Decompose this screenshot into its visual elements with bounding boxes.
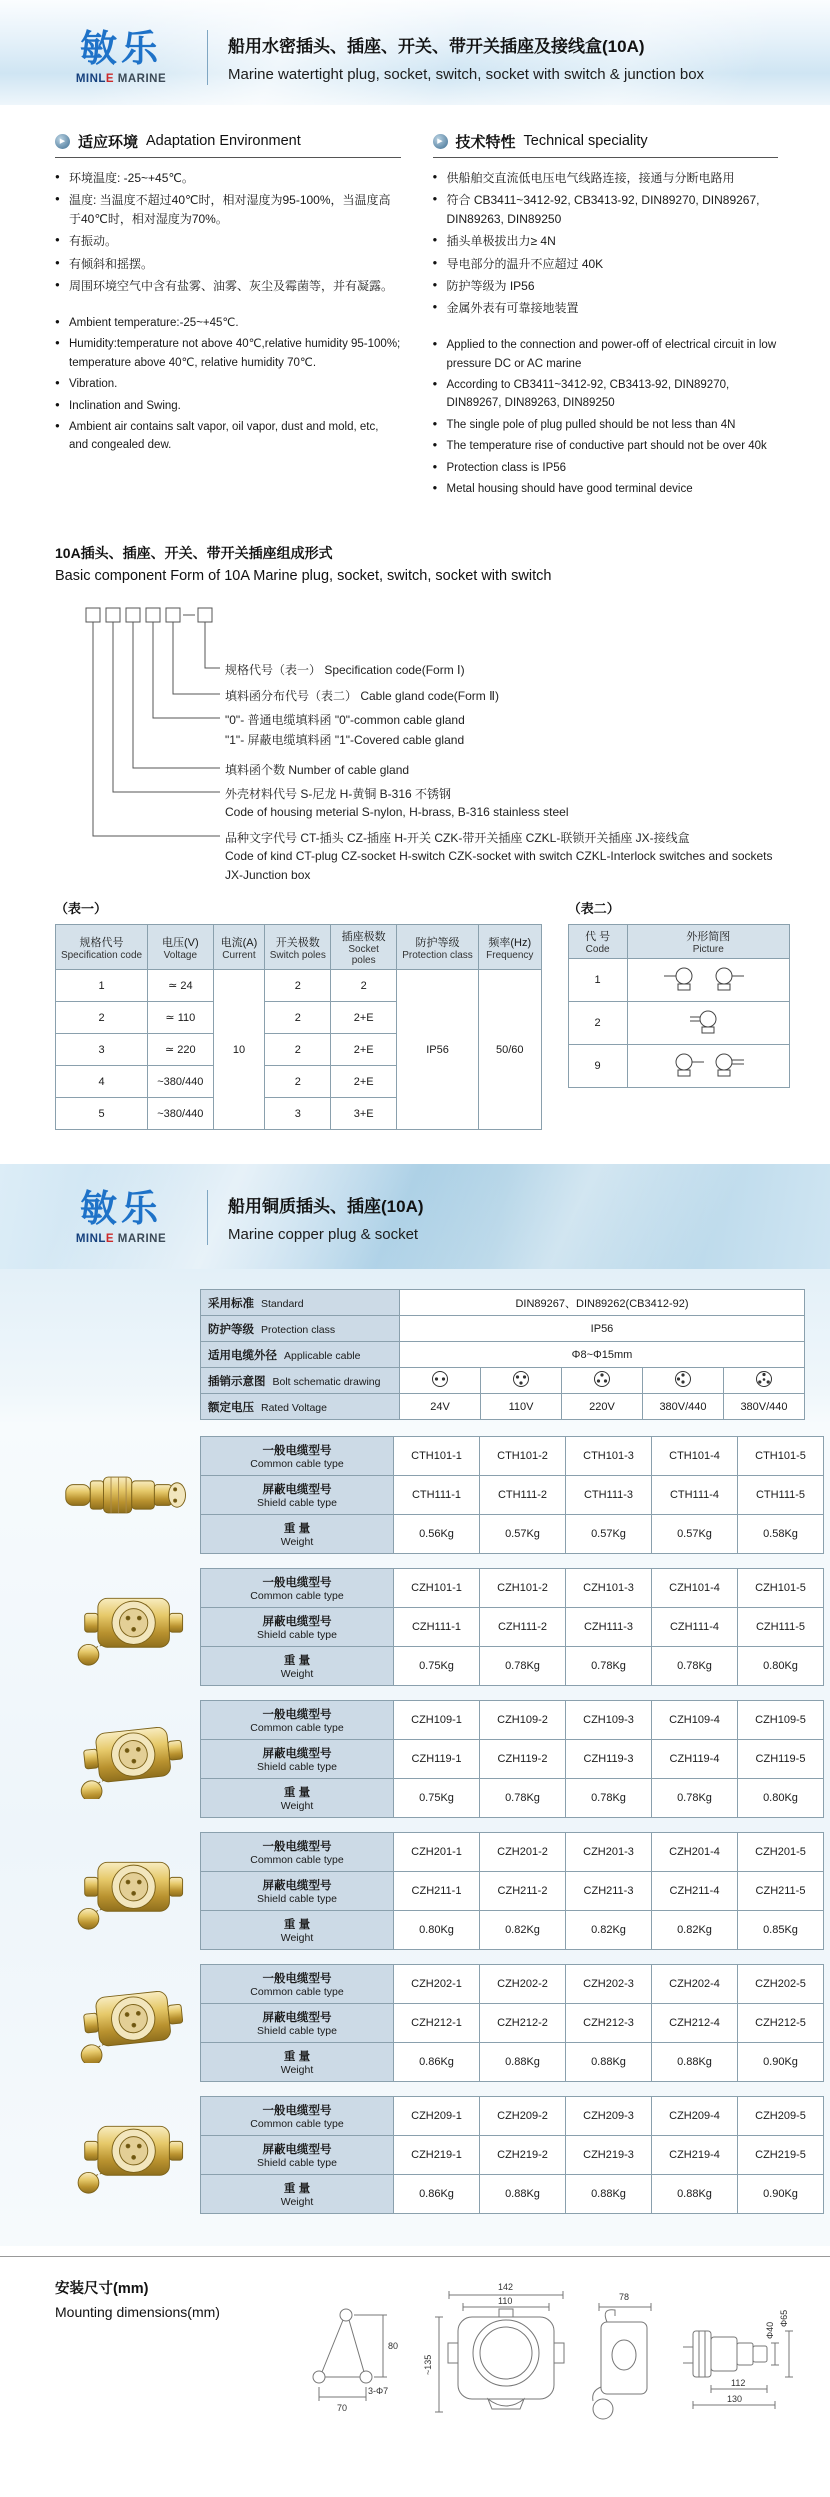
model-cell: CZH119-5 <box>738 1740 824 1779</box>
component-title-cn: 10A插头、插座、开关、带开关插座组成形式 <box>55 545 333 562</box>
section-title-en: Adaptation Environment <box>146 133 301 150</box>
model-cell: CZH119-2 <box>480 1740 566 1779</box>
model-cell: CZH209-1 <box>394 2097 480 2136</box>
section-header <box>433 131 779 158</box>
copper-section-header <box>0 1164 830 1269</box>
brass-socket-image <box>62 1587 194 1667</box>
weight-cell: 0.57Kg <box>652 1515 738 1554</box>
page-title-en: Marine watertight plug, socket, switch, socket with switch & junction box <box>228 65 705 83</box>
spec-label-standard: 采用标准 Standard <box>201 1290 400 1316</box>
code-label: 外壳材料代号 S-尼龙 H-黄铜 B-316 不锈钢 <box>225 787 452 802</box>
code-label: 填料函分布代号（表二） Cable gland code(Form Ⅱ) <box>225 689 499 704</box>
spec-code-cell: 4 <box>56 1066 148 1098</box>
component-title-en: Basic component Form of 10A Marine plug, socket, switch, socket with switch <box>55 568 552 585</box>
code-label: 品种文字代号 CT-插头 CZ-插座 H-开关 CZK-带开关插座 CZKL-联锁开关插座 JX-接线盒 <box>225 831 690 846</box>
model-cell: CZH212-2 <box>480 2004 566 2043</box>
model-cell: CZH111-1 <box>394 1608 480 1647</box>
dim-112: 112 <box>731 2378 746 2389</box>
model-cell: CZH111-2 <box>480 1608 566 1647</box>
weight-cell: 0.82Kg <box>480 1911 566 1950</box>
spec-label-cable: 适用电缆外径 Applicable cable <box>201 1342 400 1368</box>
weight-cell: 0.80Kg <box>394 1911 480 1950</box>
bullet-item: ● 环境温度: -25~+45℃。 <box>55 169 401 188</box>
brass-socket-image <box>62 2115 194 2195</box>
dim-142: 142 <box>498 2282 514 2293</box>
model-cell: CZH119-3 <box>566 1740 652 1779</box>
voltage-header-cell: 220V <box>562 1394 643 1420</box>
weight-cell: 0.90Kg <box>738 2175 824 2214</box>
adaptation-bullets-en <box>55 314 401 455</box>
form2-block <box>568 898 790 1088</box>
model-cell: CZH201-2 <box>480 1833 566 1872</box>
spec-value-standard: DIN89267、DIN89262(CB3412-92) <box>400 1290 805 1316</box>
spec-code-cell: 5 <box>56 1098 148 1130</box>
voltage-cell: ≃ 110 <box>148 1002 214 1034</box>
voltage-header-cell: 380V/440 <box>724 1394 805 1420</box>
brass-socket-image <box>62 1851 194 1931</box>
model-cell: CZH201-3 <box>566 1833 652 1872</box>
product-table <box>200 1436 824 1554</box>
spec-value-cable: Φ8~Φ15mm <box>400 1342 805 1368</box>
play-circle-icon: ▶ <box>433 134 448 149</box>
model-cell: CZH211-1 <box>394 1872 480 1911</box>
col-header: 规格代号 Specification code <box>56 925 148 970</box>
model-cell: CZH109-3 <box>566 1701 652 1740</box>
row-label-weight: 重 量 Weight <box>201 1779 394 1818</box>
play-circle-icon: ▶ <box>55 134 70 149</box>
dim-130: 130 <box>727 2394 743 2405</box>
weight-cell: 0.88Kg <box>566 2043 652 2082</box>
section-header <box>55 131 401 158</box>
weight-cell: 0.78Kg <box>652 1647 738 1686</box>
copper-title <box>228 1192 424 1243</box>
dim-135: ~135 <box>423 2354 433 2376</box>
row-label-shield: 屏蔽电缆型号 Shield cable type <box>201 2136 394 2175</box>
model-cell: CTH111-3 <box>566 1476 652 1515</box>
model-cell: CZH111-4 <box>652 1608 738 1647</box>
spec-value-protection: IP56 <box>400 1316 805 1342</box>
pin-diagram-3pe-icon <box>754 1370 774 1388</box>
product-table <box>200 2096 824 2214</box>
weight-cell: 0.86Kg <box>394 2175 480 2214</box>
bullet-item: ● 周围环境空气中含有盐雾、油雾、灰尘及霉菌等，并有凝露。 <box>55 277 401 296</box>
col-header: 频率(Hz) Frequency <box>478 925 541 970</box>
code-label: "0"- 普通电缆填料函 "0"-common cable gland <box>225 713 465 728</box>
bullet-item: ● Ambient temperature:-25~+45℃. <box>55 314 401 332</box>
brand-logo <box>55 1190 187 1245</box>
weight-cell: 0.58Kg <box>738 1515 824 1554</box>
model-cell: CZH202-4 <box>652 1965 738 2004</box>
pin-diagram-cell <box>562 1368 643 1394</box>
mounting-title-cn: 安装尺寸(mm) <box>55 2281 149 2298</box>
socket-poles-cell: 2 <box>331 970 397 1002</box>
gland-picture-cell <box>627 959 789 1002</box>
gland-pair-right-icon <box>662 1051 754 1079</box>
product-table <box>200 1964 824 2082</box>
col-header: 电流(A) Current <box>213 925 265 970</box>
weight-cell: 0.78Kg <box>566 1647 652 1686</box>
frequency-cell: 50/60 <box>478 970 541 1130</box>
model-cell: CZH202-1 <box>394 1965 480 2004</box>
model-cell: CZH219-2 <box>480 2136 566 2175</box>
model-cell: CZH119-4 <box>652 1740 738 1779</box>
pin-diagram-2pe-icon <box>592 1370 612 1388</box>
technical-bullets-en <box>433 336 779 498</box>
copper-title-cn: 船用铜质插头、插座(10A) <box>228 1197 424 1217</box>
pin-diagram-cell <box>481 1368 562 1394</box>
brass-socket-image <box>62 1983 194 2063</box>
pin-diagram-cell <box>643 1368 724 1394</box>
row-label-common: 一般电缆型号 Common cable type <box>201 1833 394 1872</box>
product-group <box>55 1832 805 1950</box>
weight-cell: 0.57Kg <box>480 1515 566 1554</box>
weight-cell: 0.78Kg <box>480 1647 566 1686</box>
form1-table <box>55 924 542 1130</box>
model-cell: CZH201-5 <box>738 1833 824 1872</box>
switch-poles-cell: 2 <box>265 1002 331 1034</box>
row-label-common: 一般电缆型号 Common cable type <box>201 1965 394 2004</box>
weight-cell: 0.88Kg <box>480 2043 566 2082</box>
page-header <box>0 0 830 105</box>
product-photo-socket <box>55 1983 200 2063</box>
spec-code-cell: 2 <box>56 1002 148 1034</box>
voltage-header-cell: 110V <box>481 1394 562 1420</box>
switch-poles-cell: 3 <box>265 1098 331 1130</box>
pin-diagram-2pe-icon <box>511 1370 531 1388</box>
bullet-item: ● Ambient air contains salt vapor, oil vapor, dust and mold, etc, and congealed dew. <box>55 418 401 455</box>
pin-diagram-cell <box>724 1368 805 1394</box>
product-group <box>55 1436 805 1554</box>
weight-cell: 0.57Kg <box>566 1515 652 1554</box>
code-label: Code of housing meterial S-nylon, H-brass, B-316 stainless steel <box>225 805 569 820</box>
spec-code-cell: 3 <box>56 1034 148 1066</box>
form2-table <box>568 924 790 1088</box>
weight-cell: 0.80Kg <box>738 1779 824 1818</box>
code-label: 填料函个数 Number of cable gland <box>225 763 410 778</box>
row-label-shield: 屏蔽电缆型号 Shield cable type <box>201 1740 394 1779</box>
form1-caption: （表一） <box>55 901 108 917</box>
section-title-cn: 适应环境 <box>78 133 139 151</box>
voltage-cell: ~380/440 <box>148 1066 214 1098</box>
row-label-common: 一般电缆型号 Common cable type <box>201 2097 394 2136</box>
adaptation-environment-section <box>55 131 401 501</box>
dim-80: 80 <box>388 2341 399 2352</box>
weight-cell: 0.75Kg <box>394 1647 480 1686</box>
row-label-common: 一般电缆型号 Common cable type <box>201 1569 394 1608</box>
weight-cell: 0.85Kg <box>738 1911 824 1950</box>
weight-cell: 0.80Kg <box>738 1647 824 1686</box>
voltage-cell: ~380/440 <box>148 1098 214 1130</box>
mounting-title <box>55 2277 265 2467</box>
brass-plug-image <box>62 1462 194 1528</box>
product-group <box>55 1700 805 1818</box>
component-form-section <box>0 509 830 892</box>
model-cell: CZH101-3 <box>566 1569 652 1608</box>
row-label-shield: 屏蔽电缆型号 Shield cable type <box>201 2004 394 2043</box>
socket-poles-cell: 2+E <box>331 1066 397 1098</box>
row-label-common: 一般电缆型号 Common cable type <box>201 1437 394 1476</box>
model-cell: CTH101-4 <box>652 1437 738 1476</box>
voltage-cell: ≃ 24 <box>148 970 214 1002</box>
copper-title-en: Marine copper plug & socket <box>228 1226 419 1244</box>
weight-cell: 0.90Kg <box>738 2043 824 2082</box>
feature-columns <box>0 105 830 509</box>
spec-table <box>200 1289 805 1420</box>
weight-cell: 0.56Kg <box>394 1515 480 1554</box>
current-cell: 10 <box>213 970 265 1130</box>
dim-78: 78 <box>619 2292 630 2303</box>
spec-label-bolt: 插销示意图 Bolt schematic drawing <box>201 1368 400 1394</box>
technical-speciality-section <box>433 131 779 501</box>
switch-poles-cell: 2 <box>265 970 331 1002</box>
model-cell: CTH111-2 <box>480 1476 566 1515</box>
socket-poles-cell: 2+E <box>331 1034 397 1066</box>
model-cell: CZH109-5 <box>738 1701 824 1740</box>
gland-picture-cell <box>627 1045 789 1088</box>
bullet-item: ● Applied to the connection and power-off of electrical circuit in low pressure DC or AC marine <box>433 336 779 373</box>
product-group <box>55 2096 805 2214</box>
model-cell: CZH219-5 <box>738 2136 824 2175</box>
socket-poles-cell: 2+E <box>331 1002 397 1034</box>
gland-picture-cell <box>627 1002 789 1045</box>
gland-code-cell: 2 <box>568 1002 627 1045</box>
technical-bullets-cn <box>433 169 779 318</box>
model-cell: CZH211-4 <box>652 1872 738 1911</box>
weight-cell: 0.78Kg <box>566 1779 652 1818</box>
col-header: 开关极数 Switch poles <box>265 925 331 970</box>
bullet-item: ● 金属外表有可靠接地装置 <box>433 299 779 318</box>
row-label-weight: 重 量 Weight <box>201 2175 394 2214</box>
weight-cell: 0.82Kg <box>652 1911 738 1950</box>
spec-label-protection: 防护等级 Protection class <box>201 1316 400 1342</box>
weight-cell: 0.88Kg <box>480 2175 566 2214</box>
weight-cell: 0.88Kg <box>652 2043 738 2082</box>
model-cell: CZH209-4 <box>652 2097 738 2136</box>
bullet-item: ● 供船舶交直流低电压电气线路连接，接通与分断电路用 <box>433 169 779 188</box>
gland-code-cell: 1 <box>568 959 627 1002</box>
pin-diagram-cell <box>400 1368 481 1394</box>
model-cell: CZH119-1 <box>394 1740 480 1779</box>
page-title <box>228 32 704 83</box>
spec-code-cell: 1 <box>56 970 148 1002</box>
model-cell: CZH101-5 <box>738 1569 824 1608</box>
switch-poles-cell: 2 <box>265 1066 331 1098</box>
brand-logo-cn: 敏乐 <box>80 1188 162 1230</box>
section-title-cn: 技术特性 <box>455 133 516 151</box>
dim-70: 70 <box>337 2403 348 2414</box>
section-title-en: Technical speciality <box>523 133 648 150</box>
row-label-common: 一般电缆型号 Common cable type <box>201 1701 394 1740</box>
model-cell: CZH109-4 <box>652 1701 738 1740</box>
product-photo-socket <box>55 1851 200 1931</box>
model-cell: CZH219-4 <box>652 2136 738 2175</box>
col-header: 插座极数 Socket poles <box>331 925 397 970</box>
weight-cell: 0.86Kg <box>394 2043 480 2082</box>
code-label: JX-Junction box <box>225 868 311 883</box>
model-cell: CZH109-1 <box>394 1701 480 1740</box>
row-label-shield: 屏蔽电缆型号 Shield cable type <box>201 1476 394 1515</box>
mounting-drawings-svg <box>271 2277 816 2462</box>
forms-section <box>0 892 830 1130</box>
row-label-weight: 重 量 Weight <box>201 1515 394 1554</box>
model-cell: CZH212-3 <box>566 2004 652 2043</box>
brass-socket-image <box>62 1719 194 1799</box>
weight-cell: 0.78Kg <box>480 1779 566 1818</box>
model-cell: CZH212-4 <box>652 2004 738 2043</box>
bullet-item: ● 导电部分的温升不应超过 40K <box>433 255 779 274</box>
weight-cell: 0.78Kg <box>652 1779 738 1818</box>
model-cell: CTH111-1 <box>394 1476 480 1515</box>
form1-block <box>55 898 542 1130</box>
row-label-weight: 重 量 Weight <box>201 2043 394 2082</box>
model-cell: CZH211-2 <box>480 1872 566 1911</box>
product-group <box>55 1964 805 2082</box>
model-cell: CZH209-3 <box>566 2097 652 2136</box>
product-photo-socket <box>55 1587 200 1667</box>
bullet-item: ● 防护等级为 IP56 <box>433 277 779 296</box>
col-header: 外形简图 Picture <box>627 925 789 959</box>
brand-logo-en: MINLE MARINE <box>75 72 167 85</box>
col-header: 电压(V) Voltage <box>148 925 214 970</box>
voltage-header-cell: 24V <box>400 1394 481 1420</box>
bullet-item: ● According to CB3411~3412-92, CB3413-92, DIN89270, DIN89267, DIN89263, DIN89250 <box>433 376 779 413</box>
dim-3d7: 3-Φ7 <box>368 2386 389 2397</box>
bullet-item: ● Metal housing should have good terminal device <box>433 480 779 498</box>
dim-65: Φ65 <box>779 2309 789 2328</box>
model-cell: CZH109-2 <box>480 1701 566 1740</box>
product-photo-socket <box>55 2115 200 2195</box>
model-cell: CZH111-3 <box>566 1608 652 1647</box>
voltage-cell: ≃ 220 <box>148 1034 214 1066</box>
model-cell: CZH211-3 <box>566 1872 652 1911</box>
model-cell: CZH212-5 <box>738 2004 824 2043</box>
row-label-weight: 重 量 Weight <box>201 1647 394 1686</box>
voltage-header-cell: 380V/440 <box>643 1394 724 1420</box>
model-cell: CZH101-4 <box>652 1569 738 1608</box>
gland-single-double-left-icon <box>662 1008 754 1036</box>
protection-cell: IP56 <box>397 970 479 1130</box>
model-cell: CZH202-2 <box>480 1965 566 2004</box>
code-label: 规格代号（表一） Specification code(Form Ⅰ) <box>225 663 465 678</box>
weight-cell: 0.88Kg <box>652 2175 738 2214</box>
weight-cell: 0.75Kg <box>394 1779 480 1818</box>
mounting-dimensions-section <box>0 2256 830 2497</box>
switch-poles-cell: 2 <box>265 1034 331 1066</box>
bullet-item: ● 温度: 当温度不超过40℃时，相对湿度为95-100%，当温度高于40℃时，相对湿度为70%。 <box>55 191 401 229</box>
bullet-item: ● Inclination and Swing. <box>55 397 401 415</box>
bullet-item: ● Protection class is IP56 <box>433 459 779 477</box>
product-group <box>55 1568 805 1686</box>
bullet-item: ● 有振动。 <box>55 232 401 251</box>
spec-table-section <box>0 1269 830 1424</box>
model-cell: CTH101-2 <box>480 1437 566 1476</box>
model-cell: CZH219-3 <box>566 2136 652 2175</box>
brand-logo <box>55 30 187 85</box>
page-title-cn: 船用水密插头、插座、开关、带开关插座及接线盒(10A) <box>228 36 645 56</box>
bullet-item: ● Vibration. <box>55 375 401 393</box>
row-label-shield: 屏蔽电缆型号 Shield cable type <box>201 1872 394 1911</box>
model-cell: CZH101-2 <box>480 1569 566 1608</box>
header-divider <box>207 30 208 85</box>
model-cell: CZH111-5 <box>738 1608 824 1647</box>
form2-caption: （表二） <box>567 901 620 917</box>
gland-pair-left-right-icon <box>662 965 754 993</box>
brand-logo-cn: 敏乐 <box>80 28 162 69</box>
row-label-weight: 重 量 Weight <box>201 1911 394 1950</box>
model-cell: CZH202-3 <box>566 1965 652 2004</box>
spec-label-voltage: 额定电压 Rated Voltage <box>201 1394 400 1420</box>
socket-poles-cell: 3+E <box>331 1098 397 1130</box>
row-label-shield: 屏蔽电缆型号 Shield cable type <box>201 1608 394 1647</box>
weight-cell: 0.88Kg <box>566 2175 652 2214</box>
model-cell: CZH202-5 <box>738 1965 824 2004</box>
dim-110: 110 <box>498 2296 513 2307</box>
model-cell: CZH219-1 <box>394 2136 480 2175</box>
model-cell: CZH101-1 <box>394 1569 480 1608</box>
code-label: Code of kind CT-plug CZ-socket H-switch CZK-socket with switch CZKL-Interlock switches and sockets <box>225 849 773 864</box>
col-header: 代 号 Code <box>568 925 627 959</box>
header-divider <box>207 1190 208 1245</box>
bullet-item: ● 插头单极拔出力≥ 4N <box>433 232 779 251</box>
model-cell: CZH209-2 <box>480 2097 566 2136</box>
model-cell: CZH212-1 <box>394 2004 480 2043</box>
dim-40: Φ40 <box>765 2321 775 2340</box>
model-cell: CZH209-5 <box>738 2097 824 2136</box>
gland-code-cell: 9 <box>568 1045 627 1088</box>
mounting-title-en: Mounting dimensions(mm) <box>55 2304 220 2321</box>
pin-diagram-2p-icon <box>430 1370 450 1388</box>
adaptation-bullets-cn <box>55 169 401 296</box>
model-cell: CZH201-1 <box>394 1833 480 1872</box>
model-cell: CZH211-5 <box>738 1872 824 1911</box>
col-header: 防护等级 Protection class <box>397 925 479 970</box>
model-cell: CTH111-5 <box>738 1476 824 1515</box>
mounting-drawings <box>271 2277 816 2467</box>
pin-diagram-2pe-icon <box>673 1370 693 1388</box>
brand-logo-en: MINLE MARINE <box>75 1233 167 1246</box>
model-cell: CTH101-3 <box>566 1437 652 1476</box>
code-diagram <box>55 600 775 892</box>
model-cell: CTH101-5 <box>738 1437 824 1476</box>
code-label: "1"- 屏蔽电缆填料函 "1"-Covered cable gland <box>225 733 465 748</box>
weight-cell: 0.82Kg <box>566 1911 652 1950</box>
bullet-item: ● The single pole of plug pulled should be not less than 4N <box>433 416 779 434</box>
model-cell: CZH201-4 <box>652 1833 738 1872</box>
bullet-item: ● The temperature rise of conductive part should not be over 40k <box>433 437 779 455</box>
product-photo-plug <box>55 1462 200 1528</box>
product-table <box>200 1700 824 1818</box>
product-photo-socket <box>55 1719 200 1799</box>
model-cell: CTH101-1 <box>394 1437 480 1476</box>
model-cell: CTH111-4 <box>652 1476 738 1515</box>
bullet-item: ● 符合 CB3411~3412-92, CB3413-92, DIN89270, DIN89267, DIN89263, DIN89250 <box>433 191 779 229</box>
bullet-item: ● Humidity:temperature not above 40℃,relative humidity 95-100%; temperature above 40℃, relative humidity 70℃. <box>55 335 401 372</box>
product-table <box>200 1832 824 1950</box>
product-groups-section <box>0 1424 830 2246</box>
product-table <box>200 1568 824 1686</box>
bullet-item: ● 有倾斜和摇摆。 <box>55 255 401 274</box>
